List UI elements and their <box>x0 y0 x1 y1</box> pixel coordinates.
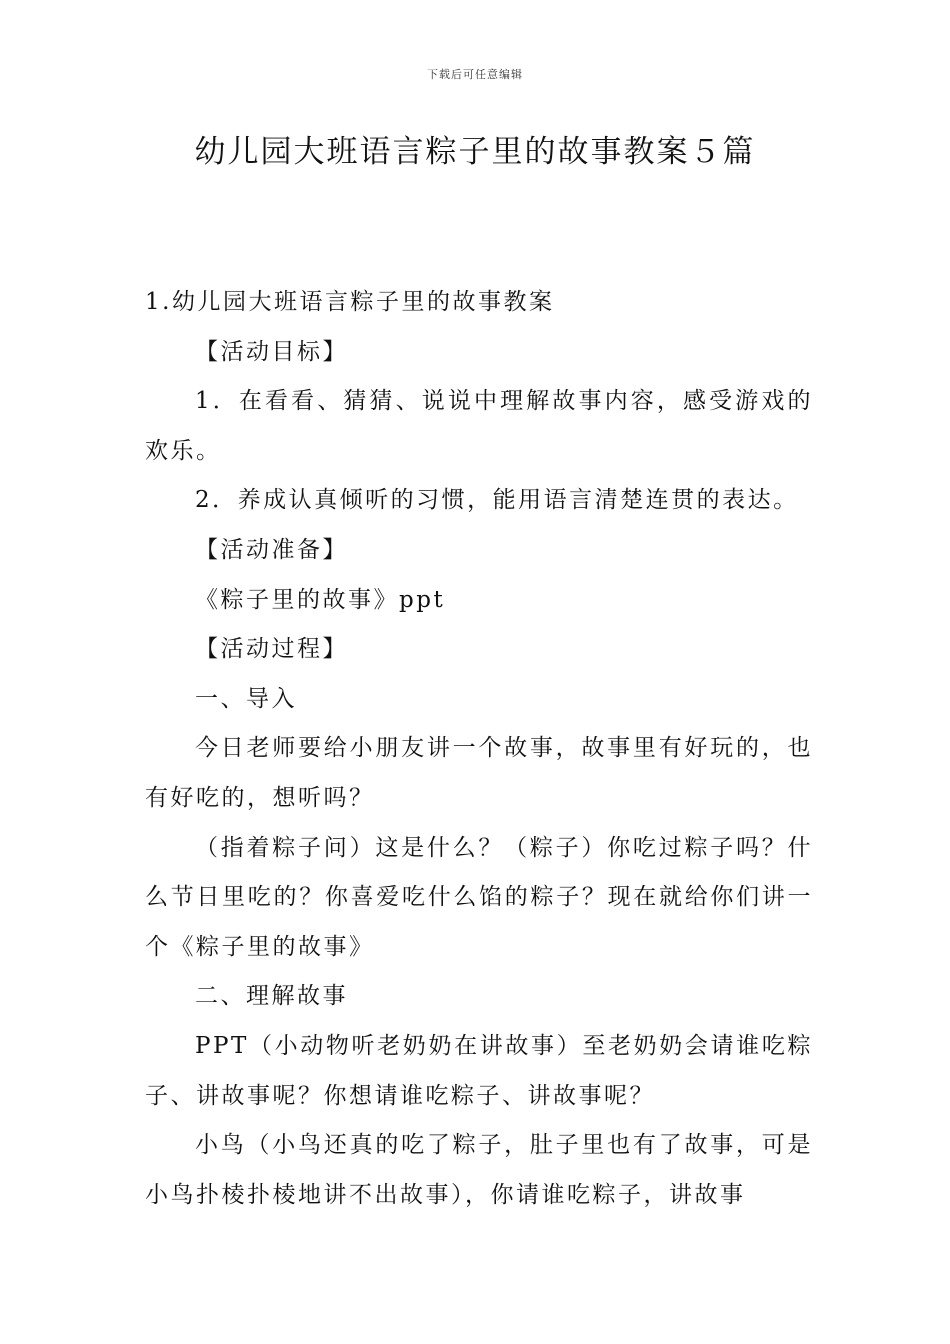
paragraph: 《粽子里的故事》ppt <box>195 586 446 613</box>
section-heading: 【活动目标】 <box>195 338 348 365</box>
paragraph: 1．在看看、猜猜、说说中理解故事内容，感受游戏的欢乐。 <box>145 388 813 464</box>
paragraph: 1.幼儿园大班语言粽子里的故事教案 <box>145 289 555 315</box>
document-body <box>145 278 813 1220</box>
paragraph: PPT（小动物听老奶奶在讲故事）至老奶奶会请谁吃粽子、讲故事呢？你想请谁吃粽子、讲故事呢？ <box>145 1032 813 1109</box>
section-heading: 【活动准备】 <box>195 536 348 563</box>
document-title: 幼儿园大班语言粽子里的故事教案５篇 <box>194 134 756 170</box>
paragraph: 一、导入 <box>195 685 297 712</box>
paragraph: 二、理解故事 <box>195 983 348 1010</box>
paragraph: 小鸟（小鸟还真的吃了粽子，肚子里也有了故事，可是小鸟扑棱扑棱地讲不出故事），你请谁吃粽子，讲故事 <box>145 1132 813 1208</box>
section-heading: 【活动过程】 <box>195 636 348 663</box>
paragraph: 2．养成认真倾听的习惯，能用语言清楚连贯的表达。 <box>195 487 799 514</box>
paragraph: 今日老师要给小朋友讲一个故事，故事里有好玩的，也有好吃的，想听吗？ <box>145 735 813 811</box>
header-note: 下载后可任意编辑 <box>427 68 523 81</box>
paragraph: （指着粽子问）这是什么？（粽子）你吃过粽子吗？什么节日里吃的？你喜爱吃什么馅的粽子？现在就给你们讲一个《粽子里的故事》 <box>145 834 813 960</box>
